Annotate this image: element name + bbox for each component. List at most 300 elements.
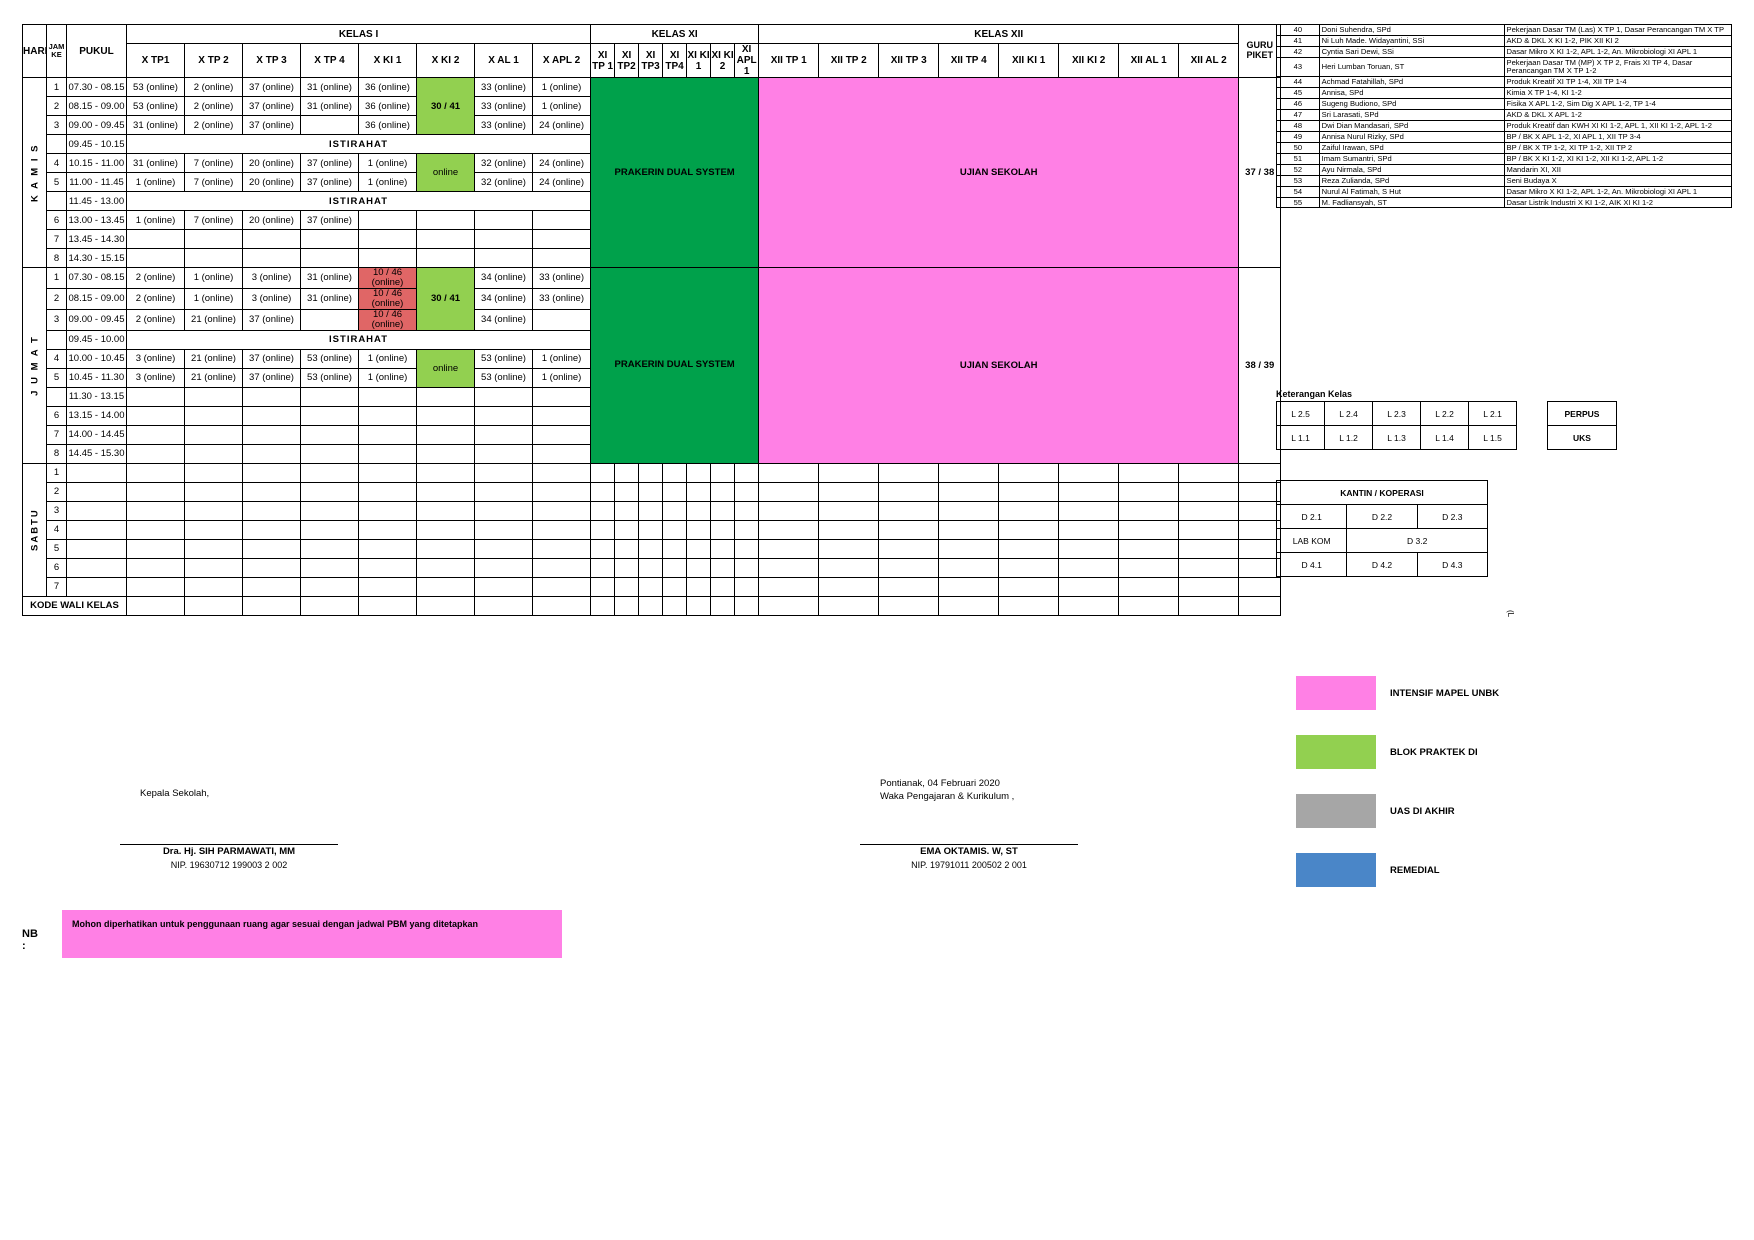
cell bbox=[127, 520, 185, 539]
cell bbox=[301, 387, 359, 406]
cell bbox=[533, 577, 591, 596]
jam-time bbox=[67, 501, 127, 520]
legend-swatch-uas bbox=[1296, 794, 1376, 828]
table-row bbox=[1277, 153, 1732, 164]
teacher-subject: BP / BK X APL 1-2, XI APL 1, XII TP 3-4 bbox=[1504, 131, 1732, 142]
teacher-name: Doni Suhendra, SPd bbox=[1319, 25, 1504, 36]
guru-piket-jumat: 38 / 39 bbox=[1239, 268, 1281, 464]
cell bbox=[417, 249, 475, 268]
legend-swatch-remedial bbox=[1296, 853, 1376, 887]
jam-time: 09.45 - 10.15 bbox=[67, 135, 127, 154]
jam-time: 10.15 - 11.00 bbox=[67, 154, 127, 173]
ujian-block-jumat: UJIAN SEKOLAH bbox=[759, 268, 1239, 464]
break-label: ISTIRAHAT bbox=[127, 330, 591, 349]
cell bbox=[185, 577, 243, 596]
col-xii-tp4: XII TP 4 bbox=[939, 44, 999, 78]
jam-time bbox=[67, 482, 127, 501]
cell: 2 (online) bbox=[185, 97, 243, 116]
cell bbox=[359, 501, 417, 520]
cell bbox=[663, 520, 687, 539]
teacher-no: 47 bbox=[1277, 109, 1320, 120]
teacher-no: 53 bbox=[1277, 175, 1320, 186]
cell bbox=[759, 577, 819, 596]
cell: 33 (online) bbox=[533, 268, 591, 289]
table-row bbox=[1277, 142, 1732, 153]
jam-time: 07.30 - 08.15 bbox=[67, 268, 127, 289]
jam-no: 1 bbox=[47, 78, 67, 97]
cell bbox=[417, 596, 475, 615]
jam-no bbox=[47, 330, 67, 349]
schedule-container bbox=[22, 24, 1281, 616]
cell bbox=[687, 482, 711, 501]
cell bbox=[591, 596, 615, 615]
cell: 3 (online) bbox=[243, 268, 301, 289]
cell: 24 (online) bbox=[533, 154, 591, 173]
jam-time: 13.15 - 14.00 bbox=[67, 406, 127, 425]
cell bbox=[301, 444, 359, 463]
teacher-name: Reza Zulianda, SPd bbox=[1319, 175, 1504, 186]
cell bbox=[1239, 482, 1281, 501]
col-xi-tp2: XI TP2 bbox=[615, 44, 639, 78]
jam-time: 09.45 - 10.00 bbox=[67, 330, 127, 349]
cell bbox=[939, 463, 999, 482]
cell bbox=[185, 539, 243, 558]
cell bbox=[939, 558, 999, 577]
cell-ki2-block: 30 / 41 bbox=[417, 78, 475, 135]
jam-time: 08.15 - 09.00 bbox=[67, 97, 127, 116]
cell bbox=[301, 558, 359, 577]
nb-label: NB : bbox=[22, 928, 38, 952]
cell bbox=[735, 558, 759, 577]
cell bbox=[759, 520, 819, 539]
cell: 53 (online) bbox=[475, 349, 533, 368]
jam-no bbox=[47, 135, 67, 154]
cell bbox=[735, 463, 759, 482]
jam-no: 4 bbox=[47, 349, 67, 368]
cell: 1 (online) bbox=[533, 78, 591, 97]
signature-left-nip: NIP. 19630712 199003 2 002 bbox=[170, 860, 288, 870]
cell: 32 (online) bbox=[475, 154, 533, 173]
cell bbox=[735, 596, 759, 615]
cell: 1 (online) bbox=[533, 368, 591, 387]
cell bbox=[711, 596, 735, 615]
cell bbox=[711, 501, 735, 520]
cell: 20 (online) bbox=[243, 211, 301, 230]
table-row bbox=[1277, 186, 1732, 197]
jam-no: 6 bbox=[47, 558, 67, 577]
cell: 7 (online) bbox=[185, 173, 243, 192]
room-cell: D 2.1 bbox=[1277, 505, 1347, 529]
cell bbox=[1059, 577, 1119, 596]
jam-no: 7 bbox=[47, 577, 67, 596]
cell bbox=[185, 463, 243, 482]
cell bbox=[999, 501, 1059, 520]
cell bbox=[639, 463, 663, 482]
teacher-no: 42 bbox=[1277, 46, 1320, 57]
cell bbox=[359, 387, 417, 406]
legend-label-remedial: REMEDIAL bbox=[1390, 864, 1440, 876]
table-row bbox=[1277, 529, 1488, 553]
teacher-no: 49 bbox=[1277, 131, 1320, 142]
jam-time: 09.00 - 09.45 bbox=[67, 309, 127, 330]
cell: 20 (online) bbox=[243, 173, 301, 192]
cell bbox=[1059, 520, 1119, 539]
cell bbox=[639, 520, 663, 539]
cell bbox=[687, 463, 711, 482]
cell: 31 (online) bbox=[301, 268, 359, 289]
col-x-ki1: X KI 1 bbox=[359, 44, 417, 78]
cell bbox=[1239, 596, 1281, 615]
col-xii-tp1: XII TP 1 bbox=[759, 44, 819, 78]
cell bbox=[301, 577, 359, 596]
signature-right-name: EMA OKTAMIS. W, ST bbox=[860, 844, 1078, 857]
cell bbox=[759, 596, 819, 615]
cell bbox=[615, 463, 639, 482]
teacher-no: 55 bbox=[1277, 197, 1320, 208]
cell bbox=[417, 463, 475, 482]
cell bbox=[417, 211, 475, 230]
cell bbox=[819, 463, 879, 482]
teacher-name: Cyntia Sari Dewi, SSi bbox=[1319, 46, 1504, 57]
cell: 3 (online) bbox=[243, 288, 301, 309]
teacher-subject: Mandarin XI, XII bbox=[1504, 164, 1732, 175]
col-xi-tp1: XI TP 1 bbox=[591, 44, 615, 78]
cell bbox=[1059, 539, 1119, 558]
cell bbox=[417, 425, 475, 444]
cell bbox=[359, 211, 417, 230]
cell bbox=[533, 539, 591, 558]
cell bbox=[533, 425, 591, 444]
cell bbox=[533, 520, 591, 539]
jam-no: 3 bbox=[47, 501, 67, 520]
jam-no: 6 bbox=[47, 406, 67, 425]
cell bbox=[185, 596, 243, 615]
cell: 31 (online) bbox=[301, 288, 359, 309]
table-row bbox=[1277, 25, 1732, 36]
cell: 1 (online) bbox=[185, 268, 243, 289]
teacher-name: Annisa, SPd bbox=[1319, 87, 1504, 98]
cell: 37 (online) bbox=[243, 97, 301, 116]
cell bbox=[243, 406, 301, 425]
cell: 1 (online) bbox=[127, 173, 185, 192]
cell bbox=[185, 520, 243, 539]
cell: 37 (online) bbox=[243, 309, 301, 330]
cell: 21 (online) bbox=[185, 349, 243, 368]
cell bbox=[735, 520, 759, 539]
keterangan-title: Keterangan Kelas bbox=[1276, 389, 1353, 399]
cell bbox=[243, 520, 301, 539]
cell bbox=[301, 406, 359, 425]
cell bbox=[1179, 539, 1239, 558]
cell bbox=[417, 539, 475, 558]
jam-no: 2 bbox=[47, 288, 67, 309]
cell bbox=[939, 539, 999, 558]
cell bbox=[243, 501, 301, 520]
jam-time: 10.00 - 10.45 bbox=[67, 349, 127, 368]
cell: 37 (online) bbox=[301, 154, 359, 173]
cell bbox=[1239, 520, 1281, 539]
cell bbox=[735, 577, 759, 596]
cell bbox=[533, 387, 591, 406]
cell bbox=[417, 520, 475, 539]
col-x-tp4: X TP 4 bbox=[301, 44, 359, 78]
cell bbox=[185, 501, 243, 520]
cell bbox=[615, 520, 639, 539]
cell bbox=[639, 539, 663, 558]
day-label-kamis: K A M I S bbox=[23, 78, 47, 268]
cell bbox=[687, 520, 711, 539]
table-header-row bbox=[23, 25, 1281, 44]
cell bbox=[475, 444, 533, 463]
table-row bbox=[1548, 402, 1617, 426]
cell bbox=[759, 463, 819, 482]
cell bbox=[1059, 558, 1119, 577]
col-group-kelas-xii: KELAS XII bbox=[759, 25, 1239, 44]
teacher-subject: Seni Budaya X bbox=[1504, 175, 1732, 186]
cell bbox=[1119, 558, 1179, 577]
cell bbox=[533, 501, 591, 520]
teacher-subject: BP / BK X TP 1-2, XI TP 1-2, XII TP 2 bbox=[1504, 142, 1732, 153]
legend-label-intensif: INTENSIF MAPEL UNBK bbox=[1390, 687, 1500, 699]
cell: 33 (online) bbox=[533, 288, 591, 309]
cell bbox=[939, 520, 999, 539]
cell bbox=[591, 520, 615, 539]
cell bbox=[417, 387, 475, 406]
room-cell: L 1.1 bbox=[1277, 426, 1325, 450]
cell bbox=[359, 406, 417, 425]
col-hari: HARI bbox=[23, 25, 47, 78]
room-cell: D 4.3 bbox=[1417, 553, 1487, 577]
cell bbox=[417, 444, 475, 463]
cell bbox=[185, 406, 243, 425]
teacher-subject: Produk Kreatif XI TP 1-4, XII TP 1-4 bbox=[1504, 76, 1732, 87]
cell bbox=[127, 501, 185, 520]
cell bbox=[301, 482, 359, 501]
jam-time: 14.30 - 15.15 bbox=[67, 249, 127, 268]
teacher-list-table bbox=[1276, 24, 1732, 208]
cell bbox=[711, 577, 735, 596]
cell bbox=[711, 463, 735, 482]
jam-no: 4 bbox=[47, 520, 67, 539]
cell bbox=[999, 520, 1059, 539]
legend-swatch-blok-praktek bbox=[1296, 735, 1376, 769]
kode-wali-kelas-label: KODE WALI KELAS bbox=[23, 596, 127, 615]
legend-item-uas bbox=[1296, 794, 1499, 828]
cell bbox=[533, 309, 591, 330]
cell bbox=[127, 539, 185, 558]
jam-no: 8 bbox=[47, 444, 67, 463]
teacher-no: 52 bbox=[1277, 164, 1320, 175]
table-row bbox=[1277, 98, 1732, 109]
cell bbox=[359, 444, 417, 463]
room-cell: L 2.2 bbox=[1421, 402, 1469, 426]
teacher-name: Achmad Fatahillah, SPd bbox=[1319, 76, 1504, 87]
jam-time: 13.45 - 14.30 bbox=[67, 230, 127, 249]
cell: 21 (online) bbox=[185, 309, 243, 330]
col-pukul: PUKUL bbox=[67, 25, 127, 78]
cell bbox=[591, 463, 615, 482]
cell bbox=[687, 558, 711, 577]
legend-item-intensif bbox=[1296, 676, 1499, 710]
jam-time: 13.00 - 13.45 bbox=[67, 211, 127, 230]
cell bbox=[359, 230, 417, 249]
cell bbox=[663, 463, 687, 482]
cell bbox=[591, 558, 615, 577]
cell bbox=[475, 596, 533, 615]
cell bbox=[533, 230, 591, 249]
cell bbox=[301, 463, 359, 482]
room-cell: D 4.2 bbox=[1347, 553, 1417, 577]
cell bbox=[819, 520, 879, 539]
cell bbox=[1239, 463, 1281, 482]
cell bbox=[1239, 539, 1281, 558]
jam-time bbox=[67, 577, 127, 596]
legend-label-uas: UAS DI AKHIR bbox=[1390, 805, 1455, 817]
cell bbox=[999, 482, 1059, 501]
cell bbox=[185, 444, 243, 463]
cell bbox=[711, 520, 735, 539]
teacher-name: Dwi Dian Mandasari, SPd bbox=[1319, 120, 1504, 131]
cell bbox=[639, 482, 663, 501]
table-row bbox=[23, 482, 1281, 501]
teacher-subject: Kimia X TP 1-4, KI 1-2 bbox=[1504, 87, 1732, 98]
cell bbox=[533, 406, 591, 425]
cell: 53 (online) bbox=[127, 78, 185, 97]
cell bbox=[639, 558, 663, 577]
table-row-kode-wali bbox=[23, 596, 1281, 615]
cell bbox=[301, 501, 359, 520]
cell bbox=[999, 596, 1059, 615]
cell bbox=[1059, 463, 1119, 482]
table-row bbox=[23, 539, 1281, 558]
cell bbox=[417, 577, 475, 596]
col-x-tp1: X TP1 bbox=[127, 44, 185, 78]
teacher-no: 45 bbox=[1277, 87, 1320, 98]
jam-no: 8 bbox=[47, 249, 67, 268]
cell bbox=[127, 406, 185, 425]
jam-time: 09.00 - 09.45 bbox=[67, 116, 127, 135]
teacher-no: 48 bbox=[1277, 120, 1320, 131]
jam-no: 6 bbox=[47, 211, 67, 230]
cell bbox=[533, 249, 591, 268]
nb-text: Mohon diperhatikan untuk penggunaan ruang agar sesuai dengan jadwal PBM yang ditetapkan bbox=[62, 910, 562, 958]
schedule-table bbox=[22, 24, 1281, 616]
cell bbox=[939, 501, 999, 520]
cell bbox=[533, 596, 591, 615]
col-xi-ki2: XI KI 2 bbox=[711, 44, 735, 78]
cell bbox=[639, 501, 663, 520]
col-xi-apl1: XI APL 1 bbox=[735, 44, 759, 78]
cell bbox=[639, 596, 663, 615]
cell bbox=[879, 577, 939, 596]
col-xii-ki2: XII KI 2 bbox=[1059, 44, 1119, 78]
table-row bbox=[1277, 109, 1732, 120]
cell bbox=[1119, 501, 1179, 520]
table-row bbox=[1277, 481, 1488, 505]
cell bbox=[687, 596, 711, 615]
teacher-name: Nurul Al Fatimah, S Hut bbox=[1319, 186, 1504, 197]
cell bbox=[1179, 596, 1239, 615]
cell bbox=[999, 463, 1059, 482]
col-xii-al2: XII AL 2 bbox=[1179, 44, 1239, 78]
room-cell: L 1.5 bbox=[1469, 426, 1517, 450]
cell bbox=[359, 577, 417, 596]
room-cell: D 2.3 bbox=[1417, 505, 1487, 529]
col-x-apl2: X APL 2 bbox=[533, 44, 591, 78]
cell bbox=[475, 230, 533, 249]
cell bbox=[735, 539, 759, 558]
cell bbox=[735, 501, 759, 520]
cell: 34 (online) bbox=[475, 309, 533, 330]
guru-piket-kamis: 37 / 38 bbox=[1239, 78, 1281, 268]
cell bbox=[243, 387, 301, 406]
cell bbox=[127, 558, 185, 577]
cell: 34 (online) bbox=[475, 268, 533, 289]
cell bbox=[819, 501, 879, 520]
cell: 24 (online) bbox=[533, 116, 591, 135]
kantin-title: KANTIN / KOPERASI bbox=[1277, 481, 1488, 505]
cell bbox=[999, 577, 1059, 596]
cell: 1 (online) bbox=[185, 288, 243, 309]
col-xi-ki1: XI KI 1 bbox=[687, 44, 711, 78]
cell-ki2-online: online bbox=[417, 154, 475, 192]
col-xi-tp3: XI TP3 bbox=[639, 44, 663, 78]
cell bbox=[301, 309, 359, 330]
cell: 36 (online) bbox=[359, 116, 417, 135]
col-group-kelas-xi: KELAS XI bbox=[591, 25, 759, 44]
cell bbox=[359, 520, 417, 539]
cell: 1 (online) bbox=[359, 349, 417, 368]
cell bbox=[1059, 482, 1119, 501]
col-xii-ki1: XII KI 1 bbox=[999, 44, 1059, 78]
cell bbox=[879, 596, 939, 615]
cell bbox=[533, 558, 591, 577]
jam-no: 3 bbox=[47, 116, 67, 135]
cell: 1 (online) bbox=[127, 211, 185, 230]
cell bbox=[475, 539, 533, 558]
table-row bbox=[23, 520, 1281, 539]
cell bbox=[475, 406, 533, 425]
cell bbox=[127, 387, 185, 406]
cell bbox=[127, 249, 185, 268]
rotated-note: (L bbox=[1506, 610, 1515, 618]
cell: 20 (online) bbox=[243, 154, 301, 173]
cell: 31 (online) bbox=[301, 97, 359, 116]
cell-ki2-online: online bbox=[417, 349, 475, 387]
table-row bbox=[1277, 164, 1732, 175]
cell bbox=[359, 482, 417, 501]
room-cell: L 1.4 bbox=[1421, 426, 1469, 450]
col-x-ki2: X KI 2 bbox=[417, 44, 475, 78]
break-label: ISTIRAHAT bbox=[127, 135, 591, 154]
cell: 53 (online) bbox=[127, 97, 185, 116]
cell bbox=[243, 444, 301, 463]
table-row bbox=[1277, 426, 1517, 450]
cell bbox=[127, 463, 185, 482]
perpus-cell: PERPUS bbox=[1548, 402, 1617, 426]
cell bbox=[819, 539, 879, 558]
teacher-subject: Dasar Mikro X KI 1-2, APL 1-2, An. Mikrobiologi XI APL 1 bbox=[1504, 46, 1732, 57]
table-row bbox=[1277, 505, 1488, 529]
teacher-subject: Fisika X APL 1-2, Sim Dig X APL 1-2, TP 1-4 bbox=[1504, 98, 1732, 109]
table-row bbox=[23, 577, 1281, 596]
teacher-name: Imam Sumantri, SPd bbox=[1319, 153, 1504, 164]
table-row bbox=[23, 463, 1281, 482]
cell: 32 (online) bbox=[475, 173, 533, 192]
break-label: ISTIRAHAT bbox=[127, 192, 591, 211]
teacher-subject: AKD & DKL X APL 1-2 bbox=[1504, 109, 1732, 120]
ujian-block-kamis: UJIAN SEKOLAH bbox=[759, 78, 1239, 268]
